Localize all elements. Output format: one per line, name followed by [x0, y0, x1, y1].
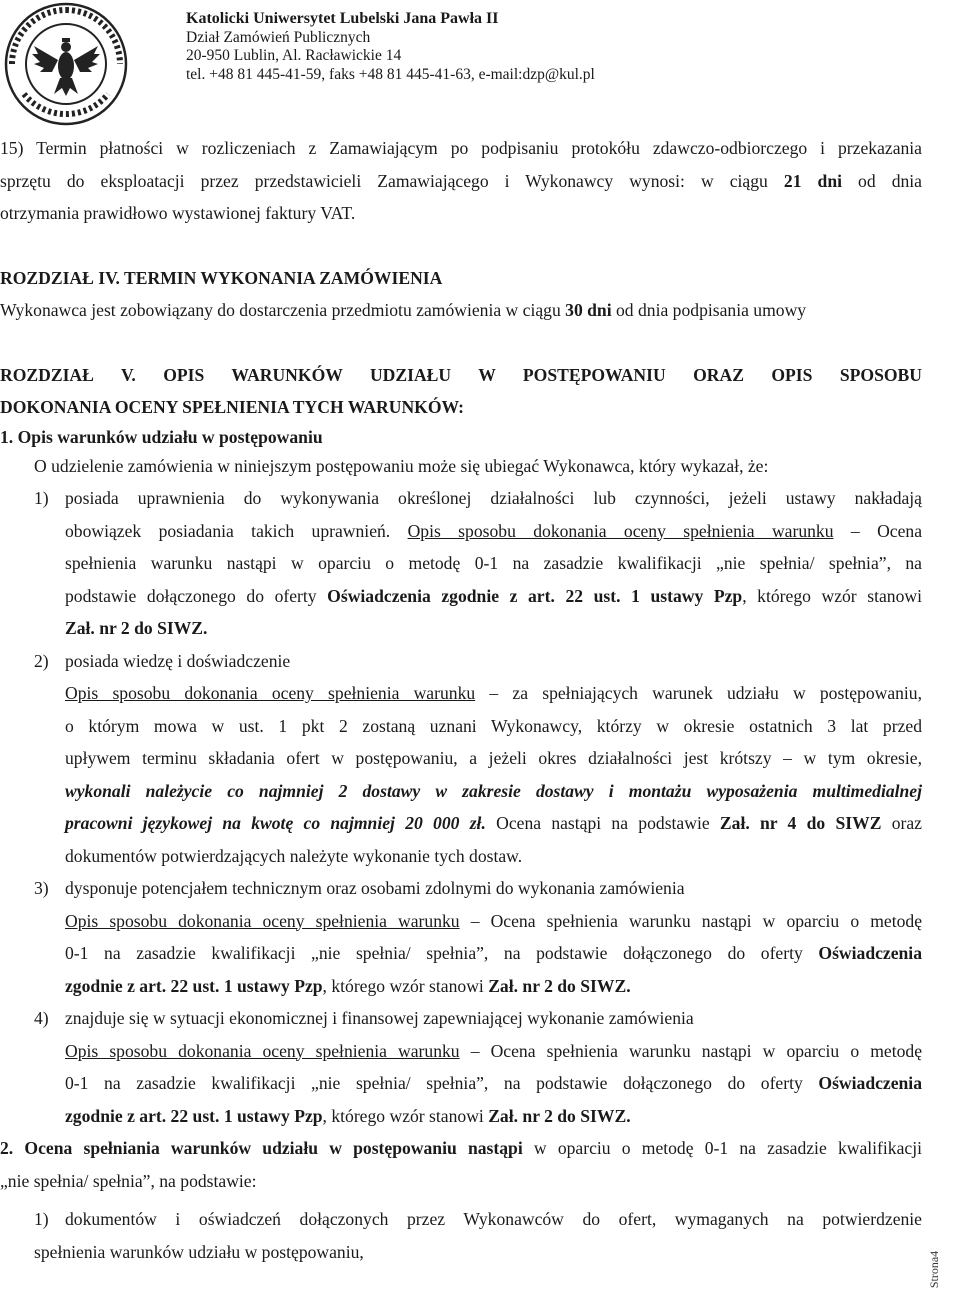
- condition-item-1: 1) posiada uprawnienia do wykonywania określonej działalności lub czynności, jeżeli ustawy nakładają obowiązek posiadania takich uprawnień. Opis sposobu dokonania oceny spełnienia warunku – Ocena spełnienia warunku nastąpi w oparciu o metodę 0-1 na zasadzie kwalifikacji „nie spełnia/ spełnia”, na podstawie dołączonego do oferty Oświadczenia zgodnie z art. 22 ust. 1 ustawy Pzp, którego wzór stanowi Zał. nr 2 do SIWZ.: [34, 488, 922, 638]
- section-1-intro: O udzielenie zamówienia w niniejszym postępowaniu może się ubiegać Wykonawca, który wykazał, że:: [34, 455, 769, 476]
- section-2-heading: 2. Ocena spełniania warunków udziału w postępowaniu nastąpi w oparciu o metodę 0-1 na zasadzie kwalifikacji: [0, 1138, 922, 1158]
- document-item-1: 1) dokumentów i oświadczeń dołączonych przez Wykonawców do ofert, wymaganych na potwierdzenie: [34, 1209, 922, 1229]
- chapter-5-title-line-1: ROZDZIAŁ V. OPIS WARUNKÓW UDZIAŁU W POSTĘPOWANIU ORAZ OPIS SPOSOBU: [0, 364, 922, 385]
- chapter-5-title-line-2: DOKONANIA OCENY SPEŁNIENIA TYCH WARUNKÓW:: [0, 397, 465, 417]
- document-body: [0, 132, 922, 1268]
- p15-line-3: otrzymania prawidłowo wystawionej faktury VAT.: [0, 203, 356, 223]
- section-2-cont: „nie spełnia/ spełnia”, na podstawie:: [0, 1170, 257, 1191]
- condition-item-4: 4) znajduje się w sytuacji ekonomicznej i finansowej zapewniającej wykonanie zamówienia Opis sposobu dokonania oceny spełnienia warunku – Ocena spełnienia warunku nastąpi w oparciu o metodę 0-1 na zasadzie kwalifikacji „nie spełnia/ spełnia”, na podstawie dołączonego do oferty Oświadczenia zgodnie z art. 22 ust. 1 ustawy Pzp, którego wzór stanowi Zał. nr 2 do SIWZ.: [34, 1008, 922, 1126]
- contact-line: tel. +48 81 445-41-59, faks +48 81 445-41-63, e-mail:dzp@kul.pl: [186, 65, 595, 83]
- letterhead: [186, 10, 595, 84]
- p15-line-1: 15) Termin płatności w rozliczeniach z Zamawiającym po podpisaniu protokółu zdawczo-odbiorczego i przekazania: [0, 138, 922, 158]
- page-number-label: Strona4: [927, 1250, 942, 1289]
- condition-item-2: 2) posiada wiedzę i doświadczenie Opis sposobu dokonania oceny spełnienia warunku – za spełniających warunek udziału w postępowaniu, o którym mowa w ust. 1 pkt 2 zostaną uznani Wykonawcy, którzy w okresie ostatnich 3 lat przed upływem terminu składania ofert w postępowaniu, a jeżeli okres działalności jest krótszy – w tym okresie, wykonali należycie co najmniej 2 dostawy w zakresie dostawy i montażu wyposażenia multimedialnej pracowni językowej na kwotę co najmniej 20 000 zł. Ocena nastąpi na podstawie Zał. nr 4 do SIWZ oraz dokumentów potwierdzających należyte wykonanie tych dostaw.: [34, 650, 923, 866]
- chapter-4-title: ROZDZIAŁ IV. TERMIN WYKONANIA ZAMÓWIENIA: [0, 267, 443, 288]
- university-seal-logo: [4, 2, 128, 126]
- institution-name: Katolicki Uniwersytet Lubelski Jana Pawła II: [186, 10, 499, 27]
- condition-item-3: 3) dysponuje potencjałem technicznym oraz osobami zdolnymi do wykonania zamówienia Opis sposobu dokonania oceny spełnienia warunku – Ocena spełnienia warunku nastąpi w oparciu o metodę 0-1 na zasadzie kwalifikacji „nie spełnia/ spełnia”, na podstawie dołączonego do oferty Oświadczenia zgodnie z art. 22 ust. 1 ustawy Pzp, którego wzór stanowi Zał. nr 2 do SIWZ.: [34, 878, 922, 996]
- document-item-1-cont: spełnienia warunków udziału w postępowaniu,: [34, 1241, 364, 1262]
- p15-line-2: sprzętu do eksploatacji przez przedstawicieli Zamawiającego i Wykonawcy wynosi: w ciągu 21 dni od dnia: [0, 170, 922, 191]
- department-name: Dział Zamówień Publicznych: [186, 28, 371, 46]
- chapter-4-text: Wykonawca jest zobowiązany do dostarczenia przedmiotu zamówienia w ciągu 30 dni od dnia podpisania umowy: [0, 300, 807, 320]
- address: 20-950 Lublin, Al. Racławickie 14: [186, 47, 402, 64]
- section-1-heading: 1. Opis warunków udziału w postępowaniu: [0, 426, 323, 447]
